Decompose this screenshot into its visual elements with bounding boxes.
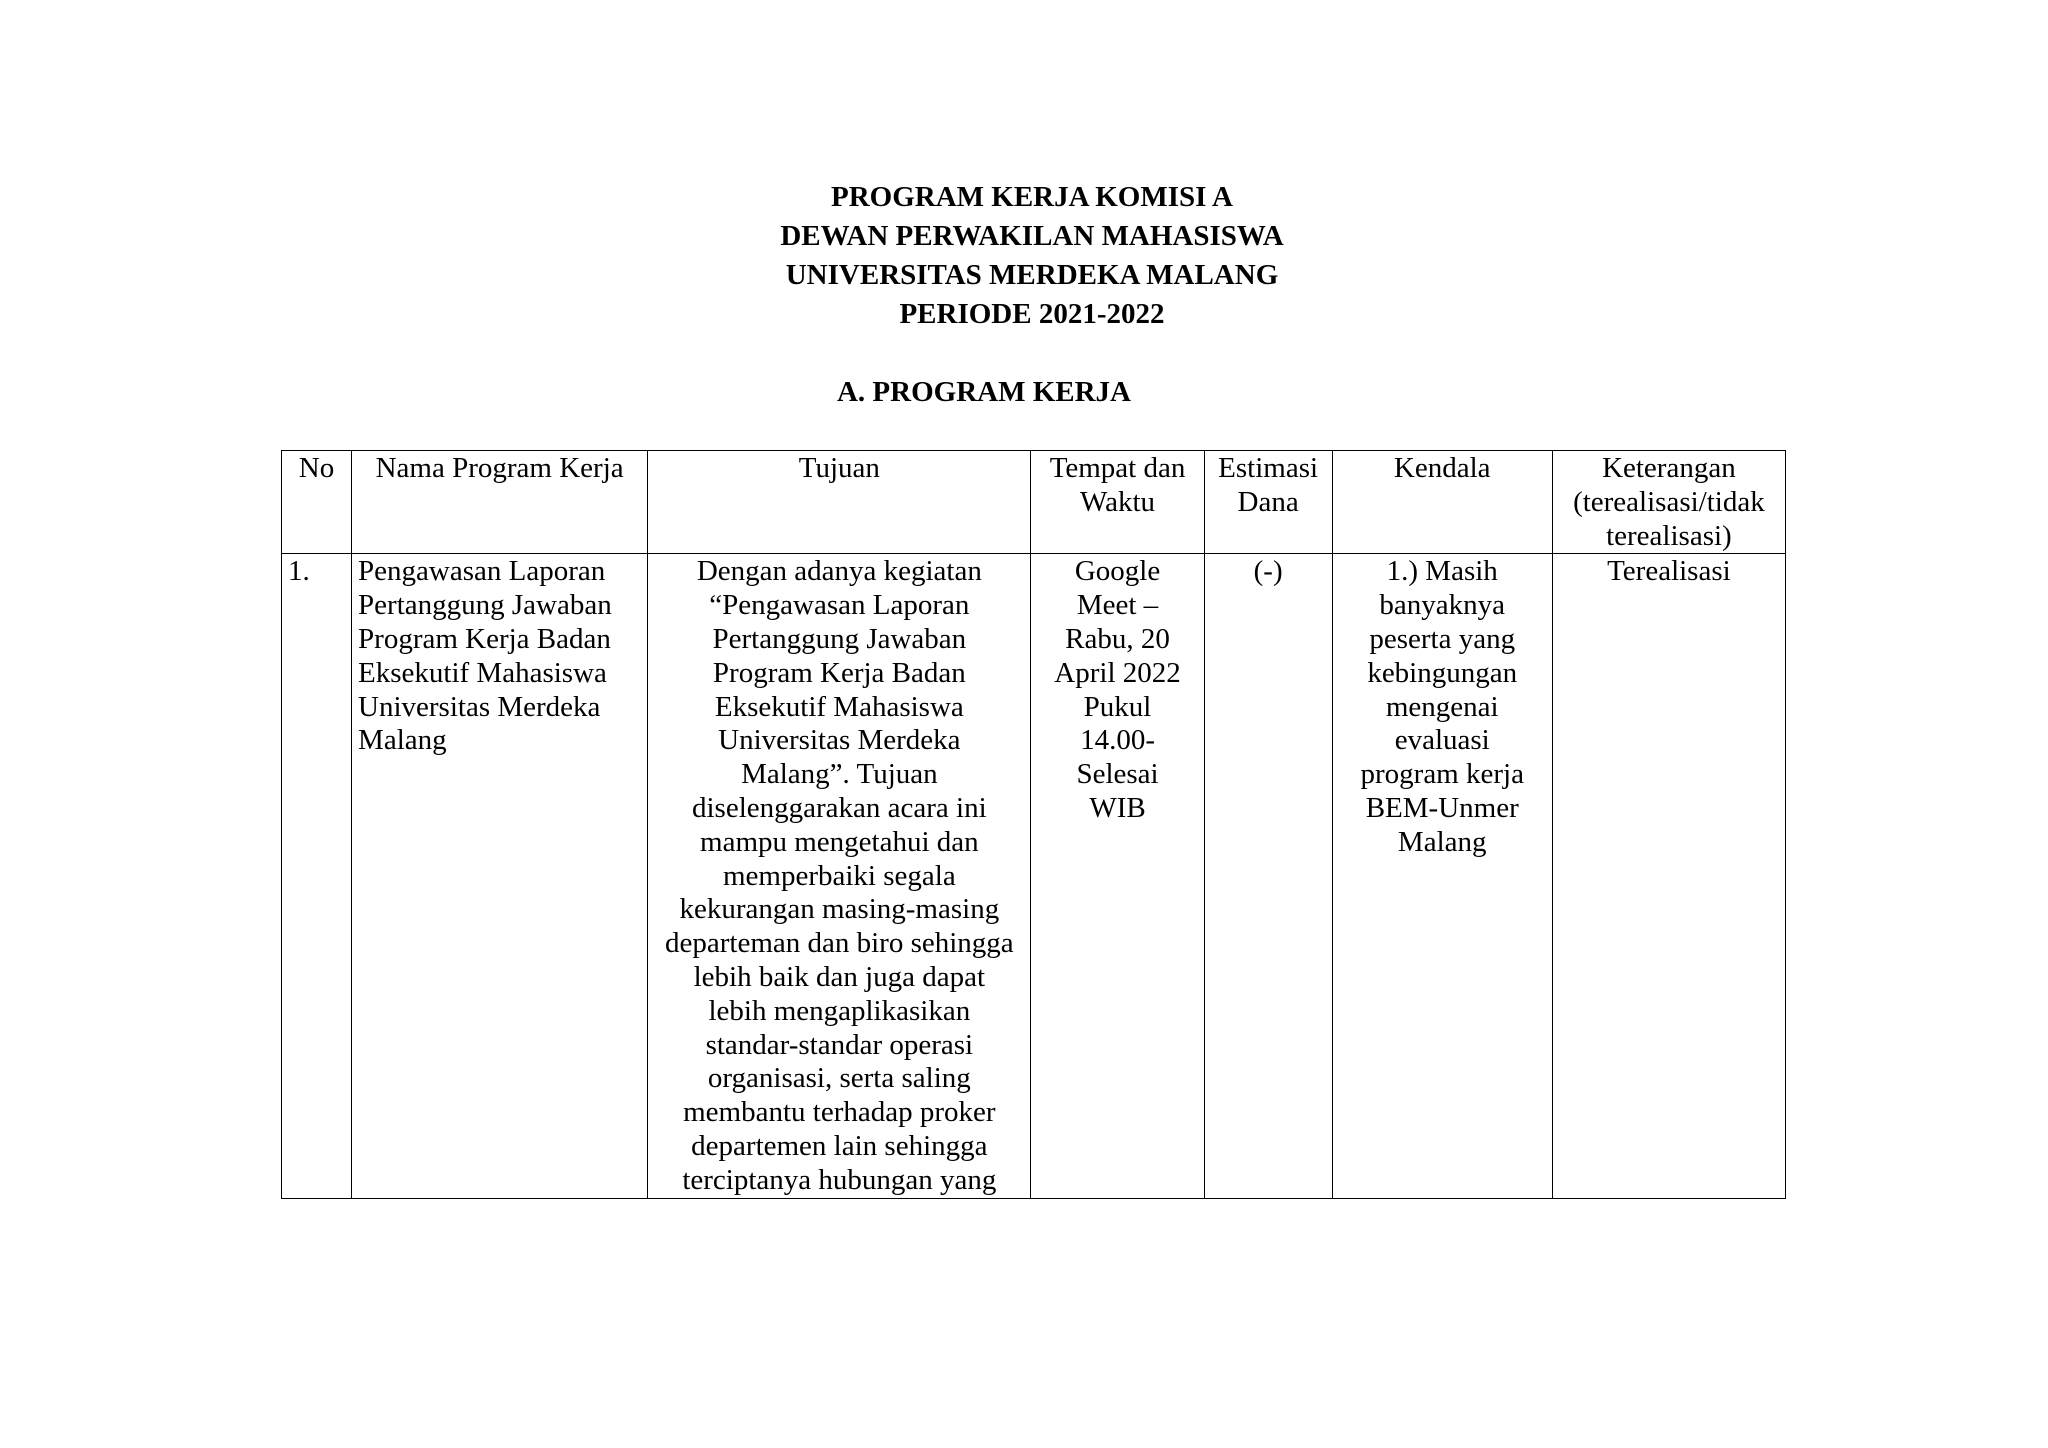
cell-kendala-line: peserta yang: [1369, 622, 1516, 655]
cell-tujuan: [648, 554, 1031, 1198]
cell-tujuan-line: Universitas Merdeka: [718, 724, 961, 757]
section-title: A. PROGRAM KERJA: [836, 376, 1131, 408]
cell-nama-line: Malang: [358, 724, 447, 757]
cell-tujuan-line: organisasi, serta saling: [707, 1062, 971, 1095]
header-keterangan-line: terealisasi): [1606, 519, 1732, 552]
cell-nama-line: Pengawasan Laporan: [358, 555, 606, 588]
document-heading: [0, 178, 2048, 334]
cell-tempat-line: WIB: [1089, 791, 1146, 824]
cell-keterangan: Terealisasi: [1552, 554, 1785, 1198]
cell-tempat: [1031, 554, 1204, 1198]
table-row: [282, 554, 1786, 1198]
header-nama: Nama Program Kerja: [352, 451, 648, 554]
cell-kendala-line: BEM-Unmer: [1365, 791, 1519, 824]
cell-tempat-line: Rabu, 20: [1065, 622, 1170, 655]
cell-tempat-line: Meet –: [1076, 589, 1159, 622]
header-kendala: Kendala: [1332, 451, 1552, 554]
cell-tujuan-line: mampu mengetahui dan: [700, 825, 979, 858]
cell-dana: (-): [1204, 554, 1332, 1198]
cell-tujuan-line: Program Kerja Badan: [712, 656, 966, 689]
cell-tujuan-line: Dengan adanya kegiatan: [696, 555, 982, 588]
header-keterangan-line: (terealisasi/tidak: [1573, 485, 1765, 518]
cell-tujuan-line: membantu terhadap proker: [683, 1096, 996, 1129]
cell-nama: [352, 554, 648, 1198]
cell-no: 1.: [282, 554, 352, 1198]
program-table: [281, 450, 1786, 1199]
header-tujuan: Tujuan: [648, 451, 1031, 554]
cell-tujuan-line: memperbaiki segala: [722, 859, 956, 892]
header-no: No: [282, 451, 352, 554]
cell-tujuan-line: departemen lain sehingga: [691, 1129, 988, 1162]
cell-nama-line: Pertanggung Jawaban: [358, 589, 612, 622]
header-keterangan: [1552, 451, 1785, 554]
cell-tempat-line: Pukul: [1083, 690, 1152, 723]
header-tempat-line: Waktu: [1080, 485, 1156, 518]
header-dana-line: Estimasi: [1218, 452, 1319, 484]
header-keterangan-line: Keterangan: [1602, 452, 1736, 484]
cell-kendala-line: mengenai: [1385, 690, 1499, 723]
cell-kendala-line: kebingungan: [1367, 656, 1518, 689]
heading-line-3: UNIVERSITAS MERDEKA MALANG: [785, 259, 1279, 291]
header-dana-line: Dana: [1237, 485, 1299, 518]
cell-nama-line: Program Kerja Badan: [358, 622, 611, 655]
cell-kendala-line: banyaknya: [1379, 589, 1506, 622]
heading-line-2: DEWAN PERWAKILAN MAHASISWA: [780, 220, 1284, 252]
cell-tujuan-line: diselenggarakan acara ini: [692, 791, 987, 824]
cell-tujuan-line: Malang”. Tujuan: [741, 758, 938, 791]
cell-kendala: [1332, 554, 1552, 1198]
cell-tujuan-line: departeman dan biro sehingga: [665, 927, 1014, 960]
cell-tujuan-line: lebih mengaplikasikan: [708, 994, 971, 1027]
cell-tujuan-line: Pertanggung Jawaban: [712, 622, 967, 655]
cell-tujuan-line: standar-standar operasi: [705, 1028, 974, 1061]
cell-nama-line: Eksekutif Mahasiswa: [358, 656, 607, 689]
cell-tujuan-line: Eksekutif Mahasiswa: [714, 690, 964, 723]
header-tempat: [1031, 451, 1204, 554]
header-tempat-line: Tempat dan: [1049, 452, 1186, 484]
cell-tempat-line: Google: [1074, 555, 1161, 588]
cell-tujuan-line: kekurangan masing-masing: [679, 893, 1000, 926]
cell-tujuan-line: “Pengawasan Laporan: [709, 589, 970, 622]
heading-line-1: PROGRAM KERJA KOMISI A: [831, 181, 1233, 213]
cell-tempat-line: Selesai: [1076, 758, 1159, 791]
cell-kendala-line: 1.) Masih: [1386, 555, 1498, 588]
table-header-row: [282, 451, 1786, 554]
cell-tempat-line: 14.00-: [1080, 724, 1155, 757]
cell-kendala-line: Malang: [1397, 825, 1487, 858]
cell-kendala-line: program kerja: [1360, 758, 1524, 791]
cell-nama-line: Universitas Merdeka: [358, 690, 601, 723]
cell-kendala-line: evaluasi: [1394, 724, 1490, 757]
header-dana: [1204, 451, 1332, 554]
cell-tempat-line: April 2022: [1054, 656, 1181, 689]
cell-tujuan-line: lebih baik dan juga dapat: [693, 960, 986, 993]
cell-tujuan-line: terciptanya hubungan yang: [682, 1163, 997, 1196]
heading-line-4: PERIODE 2021-2022: [899, 298, 1165, 330]
